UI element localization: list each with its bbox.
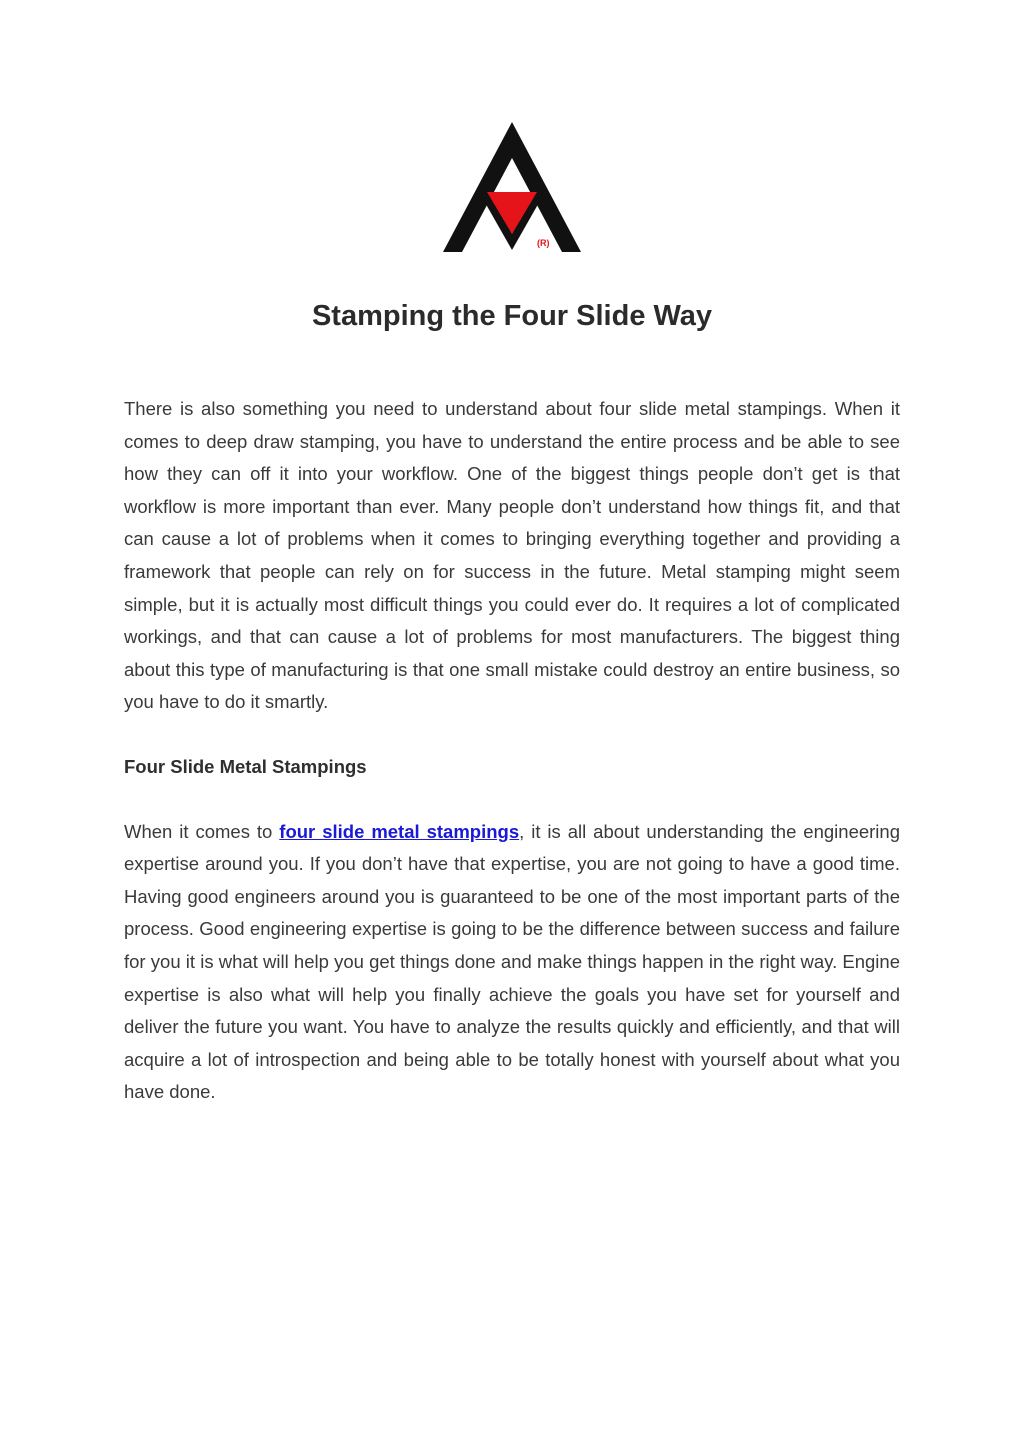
intro-paragraph: There is also something you need to understand about four slide metal stampings. When it comes to deep draw stamping, you have to understand the entire process and be able to see how they can off it into your workflow. One of the biggest things people don’t get is that workflow is more important than ever. Many people don’t understand how things fit, and that can cause a lot of problems when it comes to bringing everything together and providing a framework that people can rely on for success in the future. Metal stamping might seem simple, but it is actually most difficult things you could ever do. It requires a lot of complicated workings, and that can cause a lot of problems for most manufacturers. The biggest thing about this type of manufacturing is that one small mistake could destroy an entire business, so you have to do it smartly. <box>124 398 900 713</box>
company-logo <box>443 122 581 254</box>
registered-mark: (R) <box>537 238 550 248</box>
paragraph-text-before-link: When it comes to <box>124 820 280 842</box>
paragraph-text-after-link: , it is all about understanding the engineering expertise around you. If you don’t have that expertise, you are not going to have a good time. Having good engineers around you is guaranteed to be one of the most important parts of the process. Good engineering expertise is going to be the difference between success and failure for you it is what will help you get things done and make things happen in the right way. Engine expertise is also what will help you finally achieve the goals you have set for yourself and deliver the future you want. You have to analyze the results quickly and efficiently, and that will acquire a lot of introspection and being able to be totally honest with yourself about what you have done. <box>124 820 900 1103</box>
body-paragraph <box>124 816 900 1109</box>
four-slide-stampings-link[interactable]: four slide metal stampings <box>279 820 520 842</box>
document-body <box>124 393 900 1109</box>
section-heading: Four Slide Metal Stampings <box>124 755 367 777</box>
page-title: Stamping the Four Slide Way <box>311 300 713 332</box>
logo-mark-icon <box>443 122 581 254</box>
